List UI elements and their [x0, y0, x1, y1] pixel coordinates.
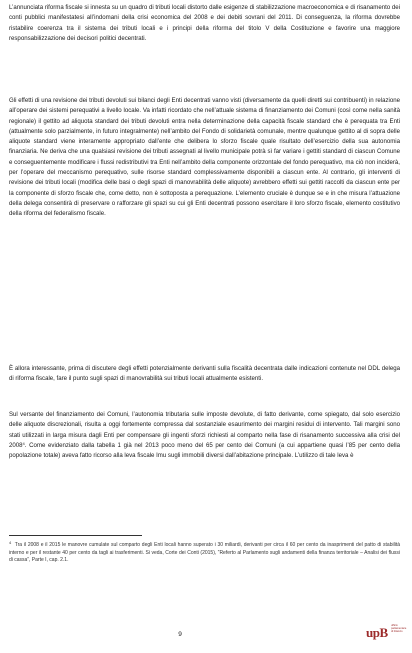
paragraph-4-text-a: Sul versante del finanziamento dei Comuni, l’autonomia tributaria sulle imposte devolute, di fatto derivante, come spiegato, dal solo esercizio delle aliquote discrezionali, risulta a oggi fortemente compressa dal sostanziale esaurimento dei margini residui di intervento. Tali margini sono stati utilizzati in larga misura dagli Enti per compensare gli ingenti sforzi richiesti al comparto nella fase di risanamento successiva alla crisi del 2008 [9, 411, 400, 449]
paragraph-4 [9, 410, 400, 461]
paragraph-1: L’annunciata riforma fiscale si innesta su un quadro di tributi locali distorto dalle esigenze di stabilizzazione macroeconomica e di risanamento dei conti pubblici manifestatesi all’indomani della crisi economica del 2008 e dei debiti sovrani del 2011. Di conseguenza, la riforma dovrebbe ristabilire coerenza tra il sistema dei tributi locali e i principi della riforma del titolo V della Costituzione e favorire una maggiore responsabilizzazione dei decisori politici decentrati. [9, 4, 400, 42]
logo-caption-line-2: parlamentare [391, 627, 407, 631]
paragraph-4-text-b: . Come evidenziato dalla tabella 1 già nel 2013 poco meno del 65 per cento dei Comuni (a cui appartiene quasi l’85 per cento della popolazione totale) aveva fatto ricorso alla leva fiscale Imu sugli immobili diversi dall’abitazione principale. L’utilizzo di tale leva è [9, 441, 400, 460]
logo-caption-line-1: ufficio [391, 624, 398, 627]
page-number: 9 [178, 631, 182, 638]
upb-logo [366, 622, 410, 644]
footnote [9, 542, 400, 565]
paragraph-3: È allora interessante, prima di discutere degli effetti potenzialmente derivanti sulla fiscalità decentrata dalle indicazioni contenute nel DDL delega di riforma fiscale, fare il punto sugli spazi di manovrabilità sui tributi locali attualmente esistenti. [9, 365, 400, 383]
footnote-number: 4 [9, 540, 12, 545]
paragraph-2: Gli effetti di una revisione dei tributi devoluti sui bilanci degli Enti decentrati vanno visti (diversamente da quelli diretti sui contribuenti) in relazione all’operare dei sistemi perequativi a livello locale. Va infatti ricordato che nell’attuale sistema di finanziamento dei Comuni (così come nella sanità regionale) il gettito ad aliquota standard dei tributi devoluti entra nella determinazione della capacità fiscale standard che è perequata tra Enti (attualmente solo parzialmente, in futuro integralmente) nell’ambito del Fondo di solidarietà comunale, mentre qualunque gettito al di sopra delle aliquote standard viene interamente appropriato dall’ente che delibera lo sforzo fiscale quale risultato dell’esercizio della sua autonomia finanziaria. Ne deriva che una qualsiasi revisione dei tributi assegnati al livello municipale potrà sì far variare i gettiti standard di ciascun Comune e conseguentemente modificare i flussi redistributivi tra Enti nell’ambito della componente orizzontale del fondo perequativo, ma ciò non inciderà, per l’operare del meccanismo perequativo, sulle risorse standard complessivamente disponibili a ciascun ente. Al contrario, gli interventi di revisione dei tributi locali (modifica delle basi o degli spazi di manovrabilità delle aliquote) avrebbero effetti sui gettiti raccolti da ciascun ente per la componente di sforzo fiscale che, come detto, non è sottoposta a perequazione. L’elemento cruciale è dunque se e in che misura l’attuazione della delega consentirà di preservare o rafforzare gli spazi su cui gli Enti decentrati possono esercitare il loro sforzo fiscale, elemento costitutivo della riforma del federalismo fiscale. [9, 97, 400, 218]
logo-mark: upB [366, 625, 388, 640]
footnote-reference[interactable]: 4 [22, 440, 25, 446]
footnote-separator [9, 535, 142, 536]
logo-caption-line-3: di bilancio [391, 630, 403, 634]
logo-caption [391, 624, 410, 634]
footnote-text: Tra il 2008 e il 2015 le manovre cumulate sul comparto degli Enti locali hanno superato i 30 miliardi, derivanti per circa il 60 per cento da inasprimenti del patto di stabilità interno e per il restante 40 per cento da tagli ai trasferimenti. Si veda, Corte dei Conti (2015), “Referto al Parlamento sugli andamenti della finanza territoriale – Analisi dei flussi di cassa”, Parte I, cap. 2.1. [9, 542, 400, 563]
